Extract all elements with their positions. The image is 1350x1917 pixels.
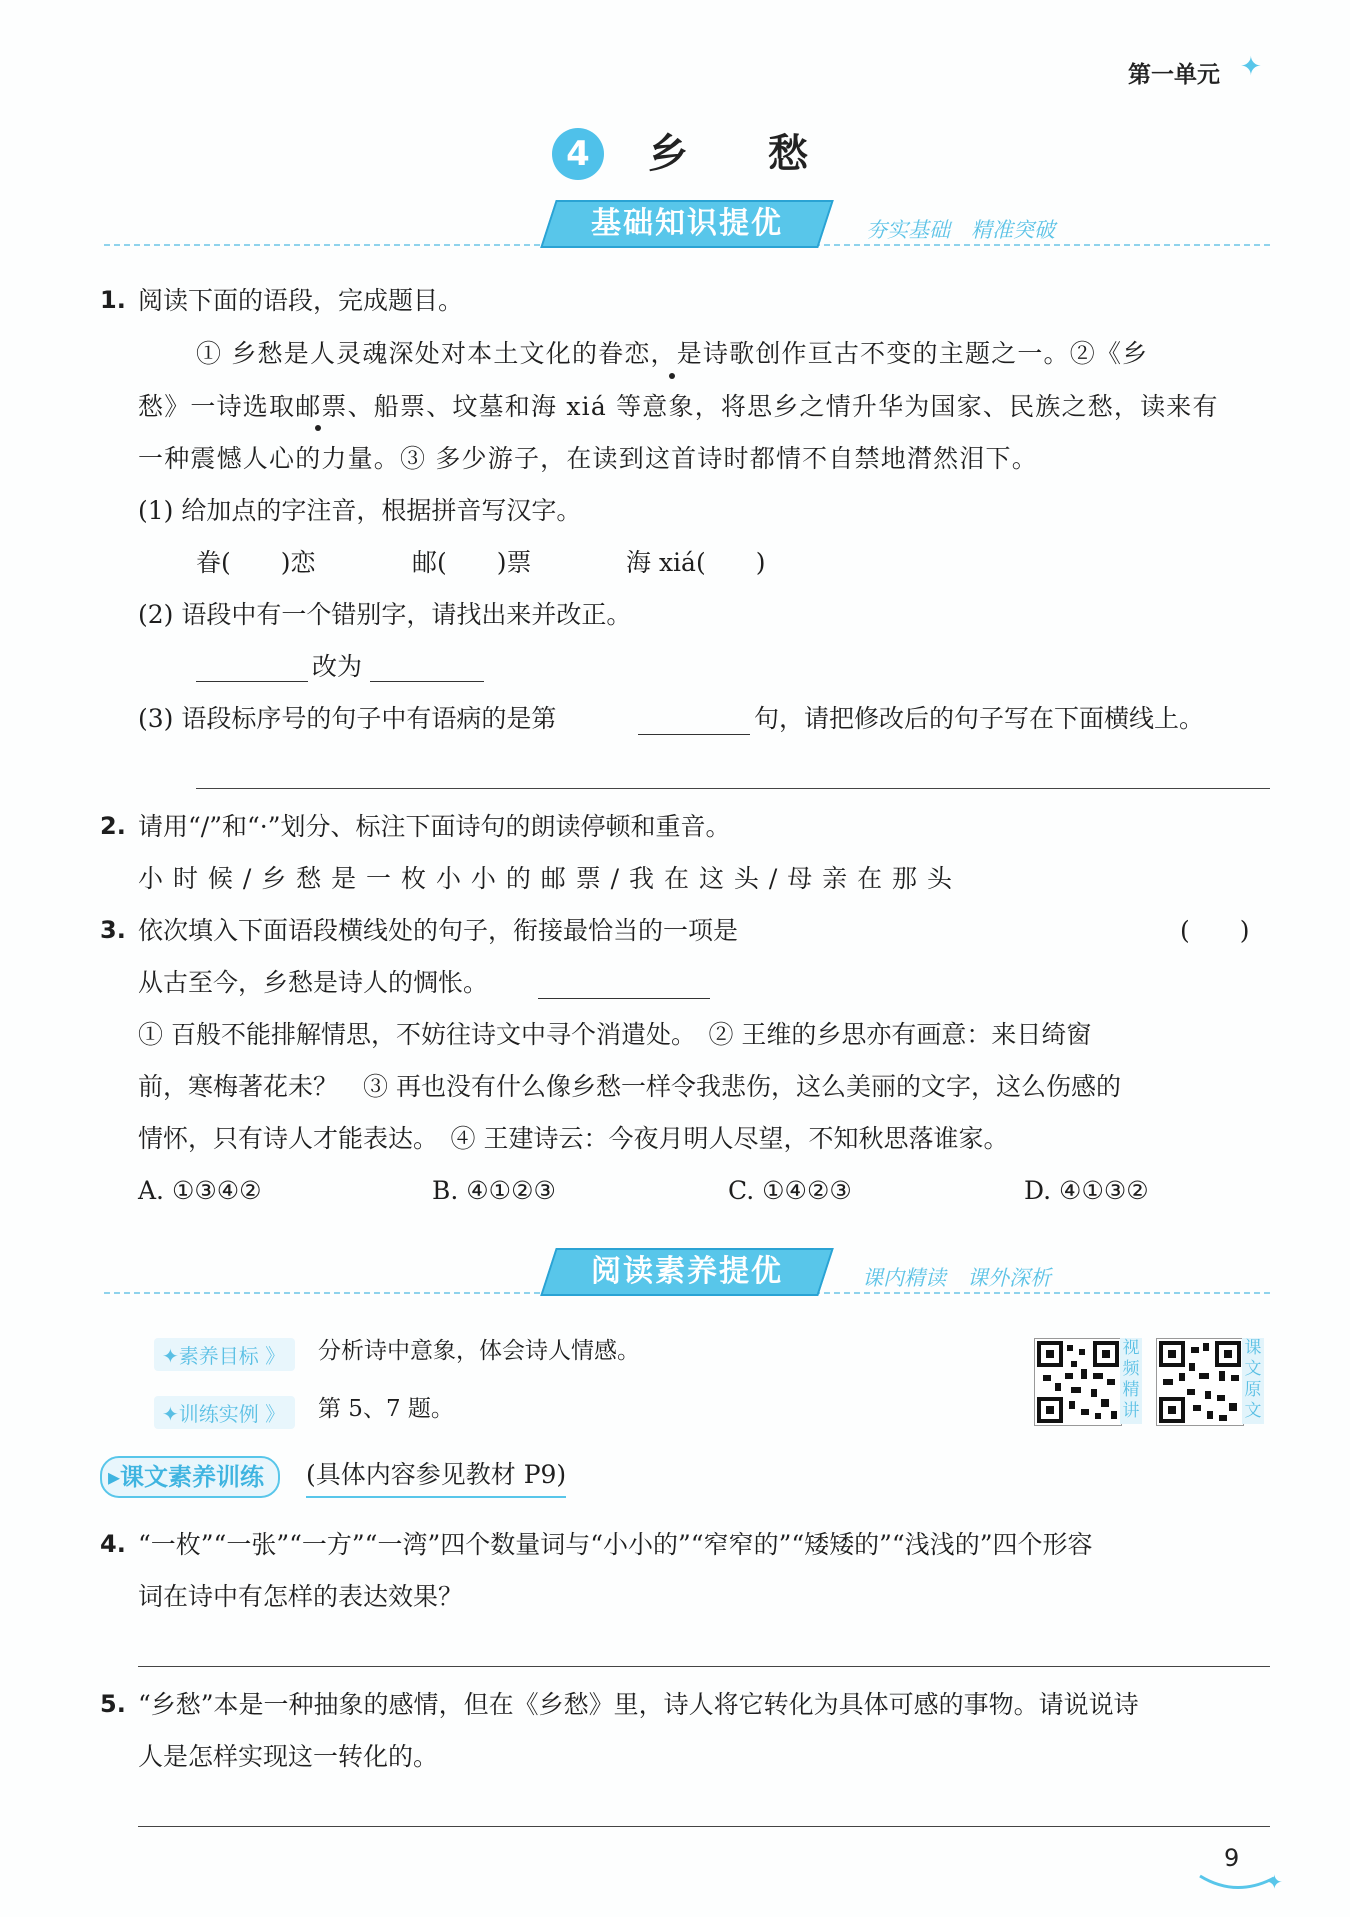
choice-a[interactable]: A. ①③④② xyxy=(138,1176,262,1205)
lesson-title: 乡 愁 xyxy=(648,131,808,177)
answer-paren[interactable]: ( ) xyxy=(1180,916,1250,945)
poem-line: 小 时 候 / 乡 愁 是 一 枚 小 小 的 邮 票 / 我 在 这 头 / 母 亲 在 那 头 xyxy=(138,864,953,893)
question-text: 词在诗中有怎样的表达效果？ xyxy=(138,1582,464,1611)
question-prompt: 阅读下面的语段，完成题目。 xyxy=(138,286,464,315)
answer-blank[interactable] xyxy=(196,655,308,682)
option-sentences: 前，寒梅著花未？ ③ 再也没有什么像乡愁一样令我悲伤，这么美丽的文字，这么伤感的 xyxy=(138,1072,1121,1101)
sub-question: (1) 给加点的字注音，根据拼音写汉字。 xyxy=(138,496,582,525)
answer-line[interactable] xyxy=(138,1666,1270,1667)
section-banner-title: 阅读素养提优 xyxy=(591,1254,783,1289)
question-number: 5. xyxy=(100,1690,126,1718)
lesson-number: 4 xyxy=(566,134,590,174)
answer-blank[interactable] xyxy=(370,655,484,682)
practice-text: 第 5、7 题。 xyxy=(318,1396,454,1422)
choice-c[interactable]: C. ①④②③ xyxy=(728,1176,852,1205)
sub-question: (3) 语段标序号的句子中有语病的是第 xyxy=(138,704,557,733)
qr-label-text: 课文原文 xyxy=(1242,1338,1264,1424)
emphasis-dot xyxy=(315,425,321,431)
passage-lead: 从古至今，乡愁是诗人的惆怅。 xyxy=(138,968,489,997)
training-note: (具体内容参见教材 P9) xyxy=(306,1458,566,1498)
choice-b[interactable]: B. ④①②③ xyxy=(432,1176,556,1205)
emphasis-dot xyxy=(669,373,675,379)
answer-blank[interactable] xyxy=(638,708,750,735)
sub-question: 句，请把修改后的句子写在下面横线上。 xyxy=(754,704,1205,733)
unit-label: 第一单元 xyxy=(1128,62,1220,88)
answer-line[interactable] xyxy=(196,788,1270,789)
goal-text: 分析诗中意象，体会诗人情感。 xyxy=(318,1338,640,1364)
section-banner-subtitle: 课内精读 课外深析 xyxy=(862,1266,1051,1290)
passage-line: 愁》一诗选取邮票、船票、坟墓和海 xiá 等意象，将思乡之情升华为国家、民族之愁，读来有 xyxy=(138,392,1219,421)
qr-code-text[interactable] xyxy=(1156,1338,1244,1426)
section-banner-basic xyxy=(548,200,826,248)
question-text: “一枚”“一张”“一方”“一湾”四个数量词与“小小的”“窄窄的”“矮矮的”“浅浅的”四个形容 xyxy=(138,1530,1093,1559)
section-banner-title: 基础知识提优 xyxy=(591,206,783,241)
qr-label-video: 视频精讲 xyxy=(1120,1338,1142,1424)
question-number: 4. xyxy=(100,1530,126,1558)
qr-pattern xyxy=(1157,1339,1243,1425)
section-banner-reading xyxy=(548,1248,826,1296)
option-sentences: ① 百般不能排解情思，不妨往诗文中寻个消遣处。 ② 王维的乡思亦有画意：来日绮窗 xyxy=(138,1020,1092,1049)
goal-tag: ✦素养目标 》 xyxy=(154,1338,295,1371)
answer-line[interactable] xyxy=(138,1826,1270,1827)
sub-question: (2) 语段中有一个错别字，请找出来并改正。 xyxy=(138,600,632,629)
option-sentences: 情怀，只有诗人才能表达。 ④ 王建诗云：今夜月明人尽望，不知秋思落谁家。 xyxy=(138,1124,1009,1153)
question-text: 人是怎样实现这一转化的。 xyxy=(138,1742,439,1771)
practice-tag: ✦训练实例 》 xyxy=(154,1396,295,1429)
sparkle-icon: ✦ xyxy=(1266,1870,1283,1894)
training-tag: ▸课文素养训练 xyxy=(100,1456,280,1498)
passage-line: 一种震憾人心的力量。③ 多少游子，在读到这首诗时都情不自禁地潸然泪下。 xyxy=(138,444,1038,473)
fill-item: 海 xiá( ) xyxy=(626,548,766,577)
question-prompt: 依次填入下面语段横线处的句子，衔接最恰当的一项是 xyxy=(138,916,739,945)
section-banner-subtitle: 夯实基础 精准突破 xyxy=(866,218,1055,242)
fill-item: 邮( )票 xyxy=(412,548,532,577)
choice-d[interactable]: D. ④①③② xyxy=(1024,1176,1149,1205)
fill-item: 眷( )恋 xyxy=(196,548,316,577)
answer-connector: 改为 xyxy=(312,652,363,681)
qr-pattern xyxy=(1035,1339,1121,1425)
answer-blank[interactable] xyxy=(538,972,710,999)
question-number: 2. xyxy=(100,812,126,840)
qr-code-video[interactable] xyxy=(1034,1338,1122,1426)
passage-line: ① 乡愁是人灵魂深处对本土文化的眷恋，是诗歌创作亘古不变的主题之一。②《乡 xyxy=(196,339,1149,368)
question-number: 1. xyxy=(100,286,126,314)
question-prompt: 请用“/”和“·”划分、标注下面诗句的朗读停顿和重音。 xyxy=(138,812,731,841)
question-text: “乡愁”本是一种抽象的感情，但在《乡愁》里，诗人将它转化为具体可感的事物。请说说诗 xyxy=(138,1690,1139,1719)
sparkle-icon: ✦ xyxy=(1240,52,1262,82)
page-number: 9 xyxy=(1224,1844,1240,1872)
question-number: 3. xyxy=(100,916,126,944)
